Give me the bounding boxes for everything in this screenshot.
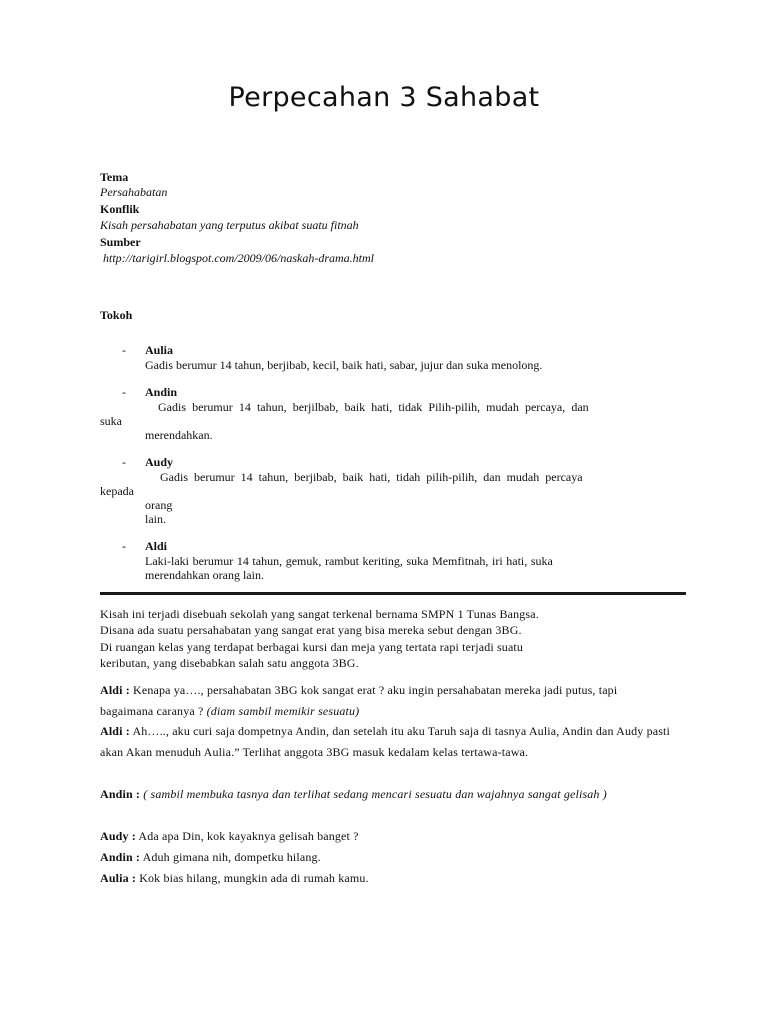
character-desc-audy-cont: lain. [145, 512, 166, 526]
character-desc-andin: Gadis berumur 14 tahun, berjilbab, baik hati, tidak Pilih-pilih, mudah percaya, dan [158, 400, 589, 414]
tokoh-heading: Tokoh [100, 308, 133, 322]
dialogue-text: Kok bias hilang, mungkin ada di rumah kamu. [136, 871, 369, 885]
intro-line: Kisah ini terjadi disebuah sekolah yang sangat terkenal bernama SMPN 1 Tunas Bangsa. [100, 607, 539, 621]
character-name-aldi: Aldi [145, 539, 168, 553]
dialogue-speaker: Aldi : [100, 724, 130, 738]
sumber-value: http://tarigirl.blogspot.com/2009/06/naskah-drama.html [103, 251, 375, 265]
dialogue-line [100, 847, 670, 868]
dialogue-line [100, 680, 672, 722]
character-desc-audy-cont: kepada [100, 484, 134, 498]
intro-line: keributan, yang disebabkan salah satu anggota 3BG. [100, 656, 359, 670]
sumber-label: Sumber [100, 235, 141, 249]
dialogue-text: Aduh gimana nih, dompetku hilang. [140, 850, 321, 864]
character-name-aulia: Aulia [145, 343, 174, 357]
list-dash: - [122, 455, 126, 469]
document-title: Perpecahan 3 Sahabat [228, 82, 540, 113]
intro-line: Di ruangan kelas yang terdapat berbagai kursi dan meja yang tertata rapi terjadi suatu [100, 640, 524, 654]
intro-line: Disana ada suatu persahabatan yang sangat erat yang bisa mereka sebut dengan 3BG. [100, 623, 522, 637]
character-desc-aulia: Gadis berumur 14 tahun, berjibab, kecil, baik hati, sabar, jujur dan suka menolong. [145, 358, 543, 372]
character-desc-andin-cont: suka [100, 414, 122, 428]
dialogue-text: Ada apa Din, kok kayaknya gelisah banget ? [135, 829, 359, 843]
dialogue-speaker: Aldi : [100, 683, 130, 697]
character-desc-audy-cont: orang [145, 498, 173, 512]
dialogue-line [100, 826, 670, 847]
dialogue-line [100, 784, 672, 805]
dialogue-text: Kenapa ya…., persahabatan 3BG kok sangat erat ? aku ingin persahabatan mereka jadi putus, tapi bagaimana caranya ? [100, 683, 618, 718]
character-desc-aldi: Laki-laki berumur 14 tahun, gemuk, rambut keriting, suka Memfitnah, iri hati, suka [145, 554, 553, 568]
dialogue-line [100, 868, 670, 889]
character-desc-aldi-cont: merendahkan orang lain. [145, 568, 264, 582]
konflik-value: Kisah persahabatan yang terputus akibat suatu fitnah [100, 218, 359, 232]
dialogue-speaker: Audy : [100, 829, 136, 843]
list-dash: - [122, 343, 126, 357]
section-divider [100, 592, 686, 595]
dialogue-speaker: Aulia : [100, 871, 137, 885]
tema-value: Persahabatan [100, 185, 168, 199]
character-desc-andin-cont: merendahkan. [145, 428, 213, 442]
konflik-label: Konflik [100, 202, 140, 216]
tema-label: Tema [100, 170, 129, 184]
character-name-andin: Andin [145, 385, 178, 399]
dialogue-speaker: Andin : [100, 787, 141, 801]
character-desc-audy: Gadis berumur 14 tahun, berjibab, baik hati, tidah pilih-pilih, dan mudah percaya [160, 470, 583, 484]
character-name-audy: Audy [145, 455, 174, 469]
dialogue-action: ( sambil membuka tasnya dan terlihat sedang mencari sesuatu dan wajahnya sangat gelisah ) [143, 787, 607, 801]
dialogue-text: Ah….., aku curi saja dompetnya Andin, dan setelah itu aku Taruh saja di tasnya Aulia, Andin dan Audy pasti akan Akan menuduh Aulia.” Terlihat anggota 3BG masuk kedalam kelas tertawa-tawa. [100, 724, 671, 759]
dialogue-speaker: Andin : [100, 850, 141, 864]
dialogue-line [100, 721, 670, 763]
list-dash: - [122, 539, 126, 553]
dialogue-action: (diam sambil memikir sesuatu) [206, 704, 360, 718]
list-dash: - [122, 385, 126, 399]
